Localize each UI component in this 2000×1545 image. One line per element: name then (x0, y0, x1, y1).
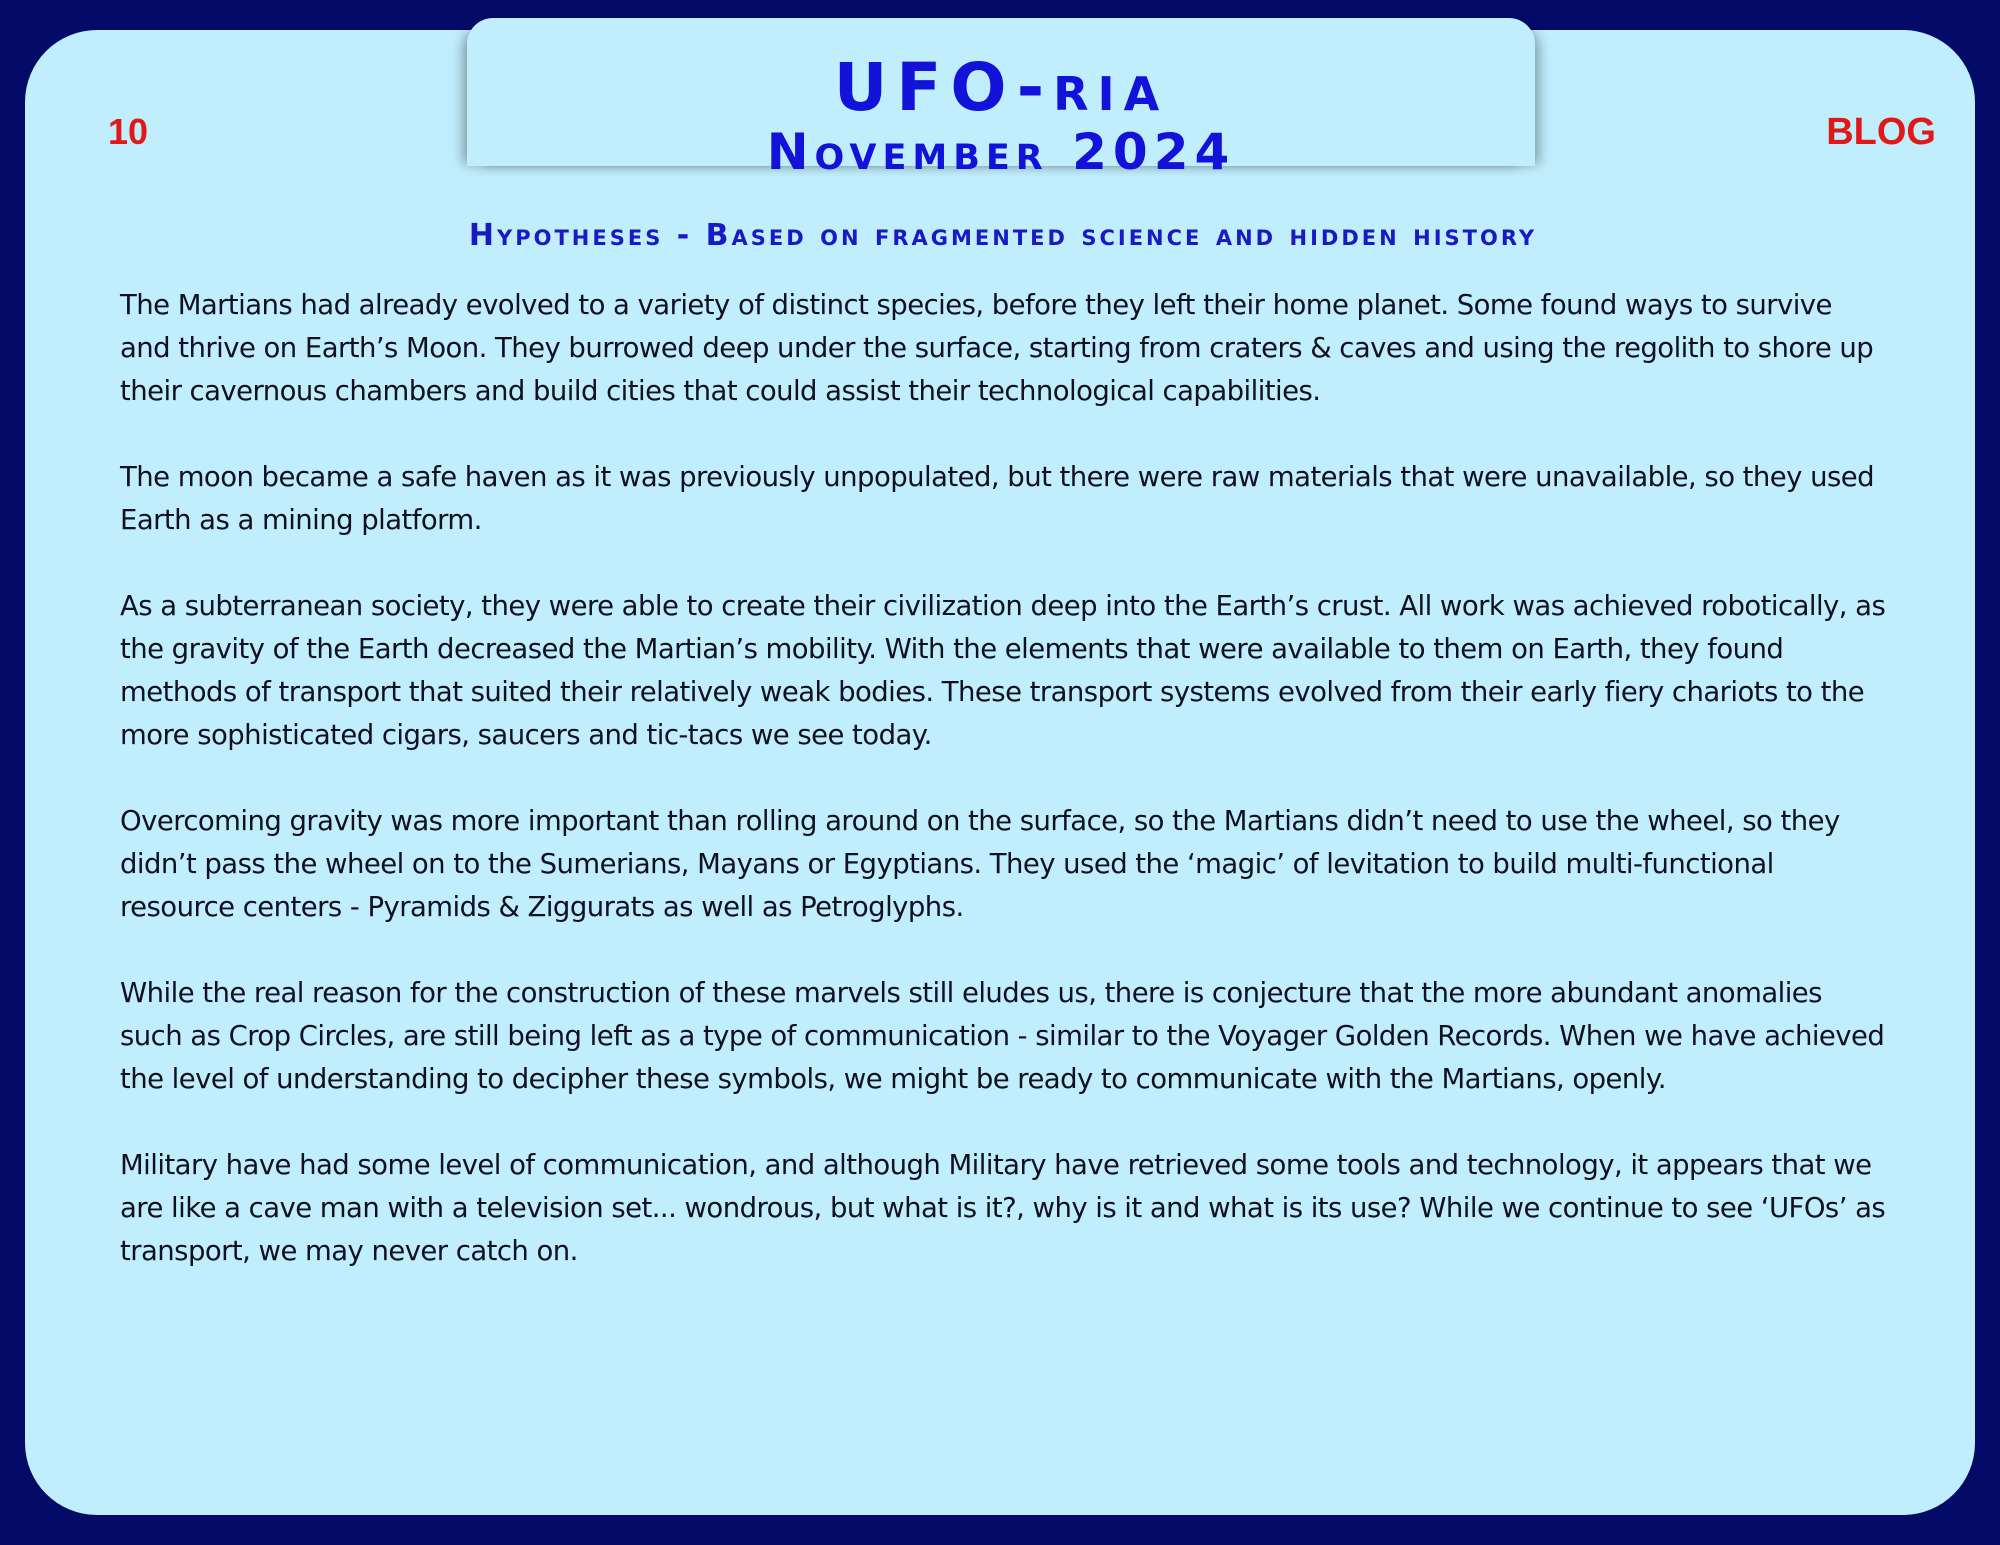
article-paragraph: Military have had some level of communication, and although Military have retrieved some tools and technology, it appears that we are like a cave man with a television set... wondrous, but what is it?, why is it and what is its use? While we continue to see ‘UFOs’ as transport, we may never catch on. (120, 1149, 1886, 1267)
page-number: 10 (108, 111, 149, 152)
article-paragraph: Overcoming gravity was more important than rolling around on the surface, so the Martians didn’t need to use the wheel, so they didn’t pass the wheel on to the Sumerians, Mayans or Egyptians. They used the ‘magic’ of levitation to build multi-functional resource centers - Pyramids & Ziggurats as well as Petroglyphs. (120, 805, 1840, 923)
blog-link[interactable]: BLOG (1826, 111, 1936, 153)
article-paragraph: The Martians had already evolved to a variety of distinct species, before they left their home planet. Some found ways to survive and thrive on Earth’s Moon. They burrowed deep under the surface, starting from craters & caves and using the regolith to shore up their cavernous chambers and build cities that could assist their technological capabilities. (120, 289, 1874, 407)
article-paragraph: As a subterranean society, they were able to create their civilization deep into the Earth’s crust. All work was achieved robotically, as the gravity of the Earth decreased the Martian’s mobility. With the elements that were available to them on Earth, they found methods of transport that suited their relatively weak bodies. These transport systems evolved from their early fiery chariots to the more sophisticated cigars, saucers and tic-tacs we see today. (120, 590, 1886, 751)
section-heading: Hypotheses - Based on fragmented science and hidden history (468, 218, 1538, 253)
article-body (120, 284, 1888, 1316)
article-paragraph: While the real reason for the construction of these marvels still eludes us, there is conjecture that the more abundant anomalies such as Crop Circles, are still being left as a type of communication - similar to the Voyager Golden Records. When we have achieved the level of understanding to decipher these symbols, we might be ready to communicate with the Martians, openly. (120, 977, 1885, 1095)
issue-date: November 2024 (766, 123, 1236, 181)
article-paragraph: The moon became a safe haven as it was previously unpopulated, but there were raw materials that were unavailable, so they used Earth as a mining platform. (120, 461, 1875, 536)
page-title: UFO-ria (833, 49, 1169, 126)
